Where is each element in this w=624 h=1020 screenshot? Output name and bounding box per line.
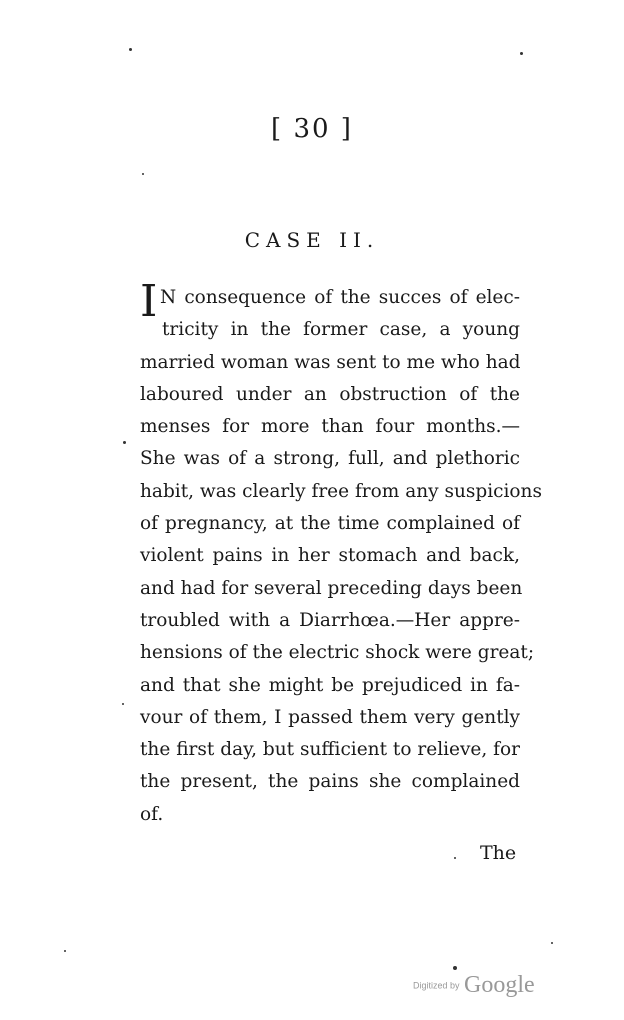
ink-speck	[453, 966, 457, 970]
text-line	[140, 734, 520, 766]
text-line	[140, 670, 520, 702]
watermark-prefix: Digitized by	[413, 980, 460, 991]
line-text: of pregnancy, at the time complained of	[140, 513, 520, 535]
text-line	[140, 766, 520, 798]
ink-speck	[520, 52, 523, 55]
line-text: vour of them, I passed them very gently	[140, 706, 520, 728]
text-line	[140, 347, 520, 379]
line-text: hensions of the electric shock were great;	[140, 642, 535, 664]
line-text: tricity in the former case, a young	[162, 319, 520, 341]
page-number: [ 30 ]	[271, 114, 353, 144]
body-text	[140, 276, 542, 831]
google-logo: Google	[463, 972, 535, 998]
text-line	[140, 573, 523, 605]
line-text: menses for more than four months.—	[140, 416, 520, 438]
text-line	[140, 476, 542, 508]
line-text: laboured under an obstruction of the	[140, 383, 520, 405]
line-text: the present, the pains she complained	[140, 771, 520, 793]
ink-speck	[551, 942, 553, 944]
catchword: The	[480, 842, 517, 864]
ink-speck	[122, 703, 124, 705]
text-line	[140, 605, 520, 637]
text-line	[140, 443, 520, 475]
line-text: She was of a strong, full, and plethoric	[140, 448, 520, 470]
text-line	[140, 276, 520, 327]
line-text: habit, was clearly free from any suspicions	[140, 480, 542, 502]
drop-cap: I	[140, 276, 158, 327]
line-text: violent pains in her stomach and back,	[140, 545, 520, 567]
line-text: married woman was sent to me who had	[140, 351, 521, 373]
case-heading: CASE II.	[244, 228, 380, 252]
text-line	[140, 379, 520, 411]
ink-speck	[142, 173, 144, 175]
ink-speck	[129, 48, 132, 51]
line-text: and that she might be prejudiced in fa-	[140, 674, 520, 696]
line-text: N consequence of the succes of elec-	[160, 287, 520, 308]
text-line	[140, 637, 535, 669]
digitized-watermark	[413, 972, 535, 999]
text-line	[140, 799, 520, 831]
text-line	[140, 540, 520, 572]
text-line	[140, 508, 520, 540]
line-text: the first day, but sufficient to relieve, for	[140, 739, 520, 761]
text-line	[140, 411, 520, 443]
text-line	[140, 702, 520, 734]
line-text: and had for several preceding days been	[140, 577, 523, 599]
line-text: of.	[140, 803, 164, 825]
line-text: troubled with a Diarrhœa.—Her appre-	[140, 609, 520, 631]
ink-speck	[64, 950, 66, 952]
ink-speck	[454, 857, 456, 859]
text-line	[140, 314, 520, 346]
ink-speck	[123, 441, 126, 444]
